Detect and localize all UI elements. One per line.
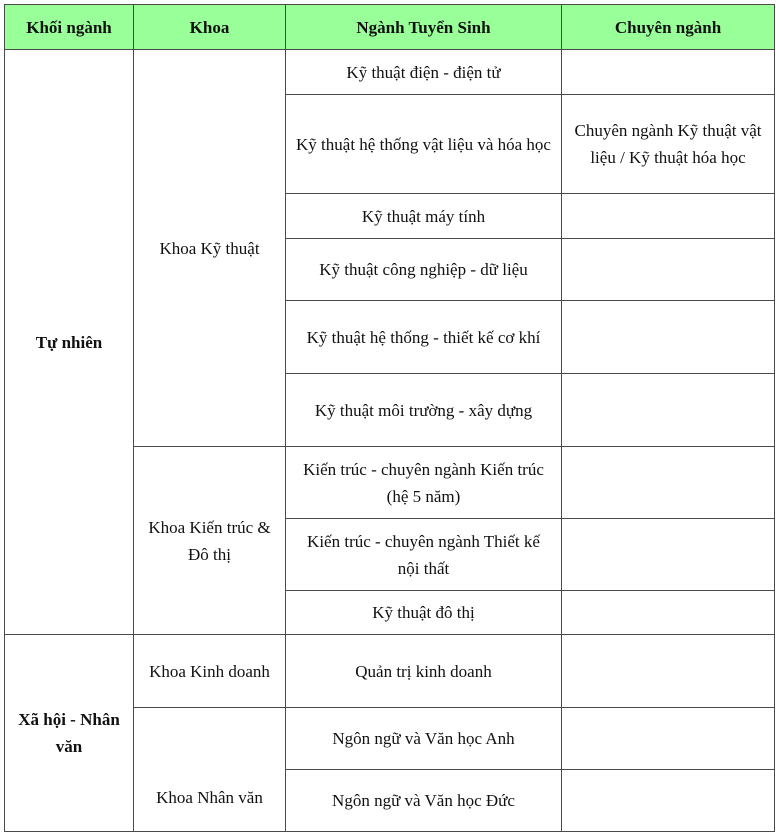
major-cell: Kỹ thuật đô thị <box>286 591 562 635</box>
specialization-cell <box>562 708 775 770</box>
admissions-table <box>4 4 775 832</box>
faculty-cell: Khoa Kinh doanh <box>134 635 286 708</box>
faculty-cell: Khoa Kiến trúc & Đô thị <box>134 447 286 635</box>
specialization-cell <box>562 635 775 708</box>
header-chuyen-nganh: Chuyên ngành <box>562 5 775 50</box>
header-nganh-tuyen-sinh: Ngành Tuyển Sinh <box>286 5 562 50</box>
specialization-cell <box>562 50 775 95</box>
major-cell: Kỹ thuật môi trường - xây dựng <box>286 374 562 447</box>
group-cell: Xã hội - Nhân văn <box>5 635 134 832</box>
specialization-cell <box>562 194 775 239</box>
major-cell: Kỹ thuật máy tính <box>286 194 562 239</box>
specialization-cell <box>562 591 775 635</box>
specialization-cell <box>562 374 775 447</box>
specialization-cell <box>562 770 775 832</box>
major-cell: Kỹ thuật hệ thống vật liệu và hóa học <box>286 95 562 194</box>
specialization-cell <box>562 301 775 374</box>
major-cell: Ngôn ngữ và Văn học Đức <box>286 770 562 832</box>
major-cell: Quản trị kinh doanh <box>286 635 562 708</box>
faculty-cell: Khoa Nhân văn <box>134 708 286 832</box>
major-cell: Kiến trúc - chuyên ngành Thiết kế nội thất <box>286 519 562 591</box>
specialization-cell <box>562 239 775 301</box>
header-khoi-nganh: Khối ngành <box>5 5 134 50</box>
major-cell: Kỹ thuật công nghiệp - dữ liệu <box>286 239 562 301</box>
major-cell: Ngôn ngữ và Văn học Anh <box>286 708 562 770</box>
header-row <box>5 5 775 50</box>
major-cell: Kỹ thuật hệ thống - thiết kế cơ khí <box>286 301 562 374</box>
table-row <box>5 50 775 95</box>
group-cell: Tự nhiên <box>5 50 134 635</box>
specialization-cell <box>562 519 775 591</box>
header-khoa: Khoa <box>134 5 286 50</box>
major-cell: Kiến trúc - chuyên ngành Kiến trúc (hệ 5 năm) <box>286 447 562 519</box>
faculty-cell: Khoa Kỹ thuật <box>134 50 286 447</box>
table-row <box>5 635 775 708</box>
specialization-cell <box>562 447 775 519</box>
major-cell: Kỹ thuật điện - điện tử <box>286 50 562 95</box>
specialization-cell: Chuyên ngành Kỹ thuật vật liệu / Kỹ thuật hóa học <box>562 95 775 194</box>
